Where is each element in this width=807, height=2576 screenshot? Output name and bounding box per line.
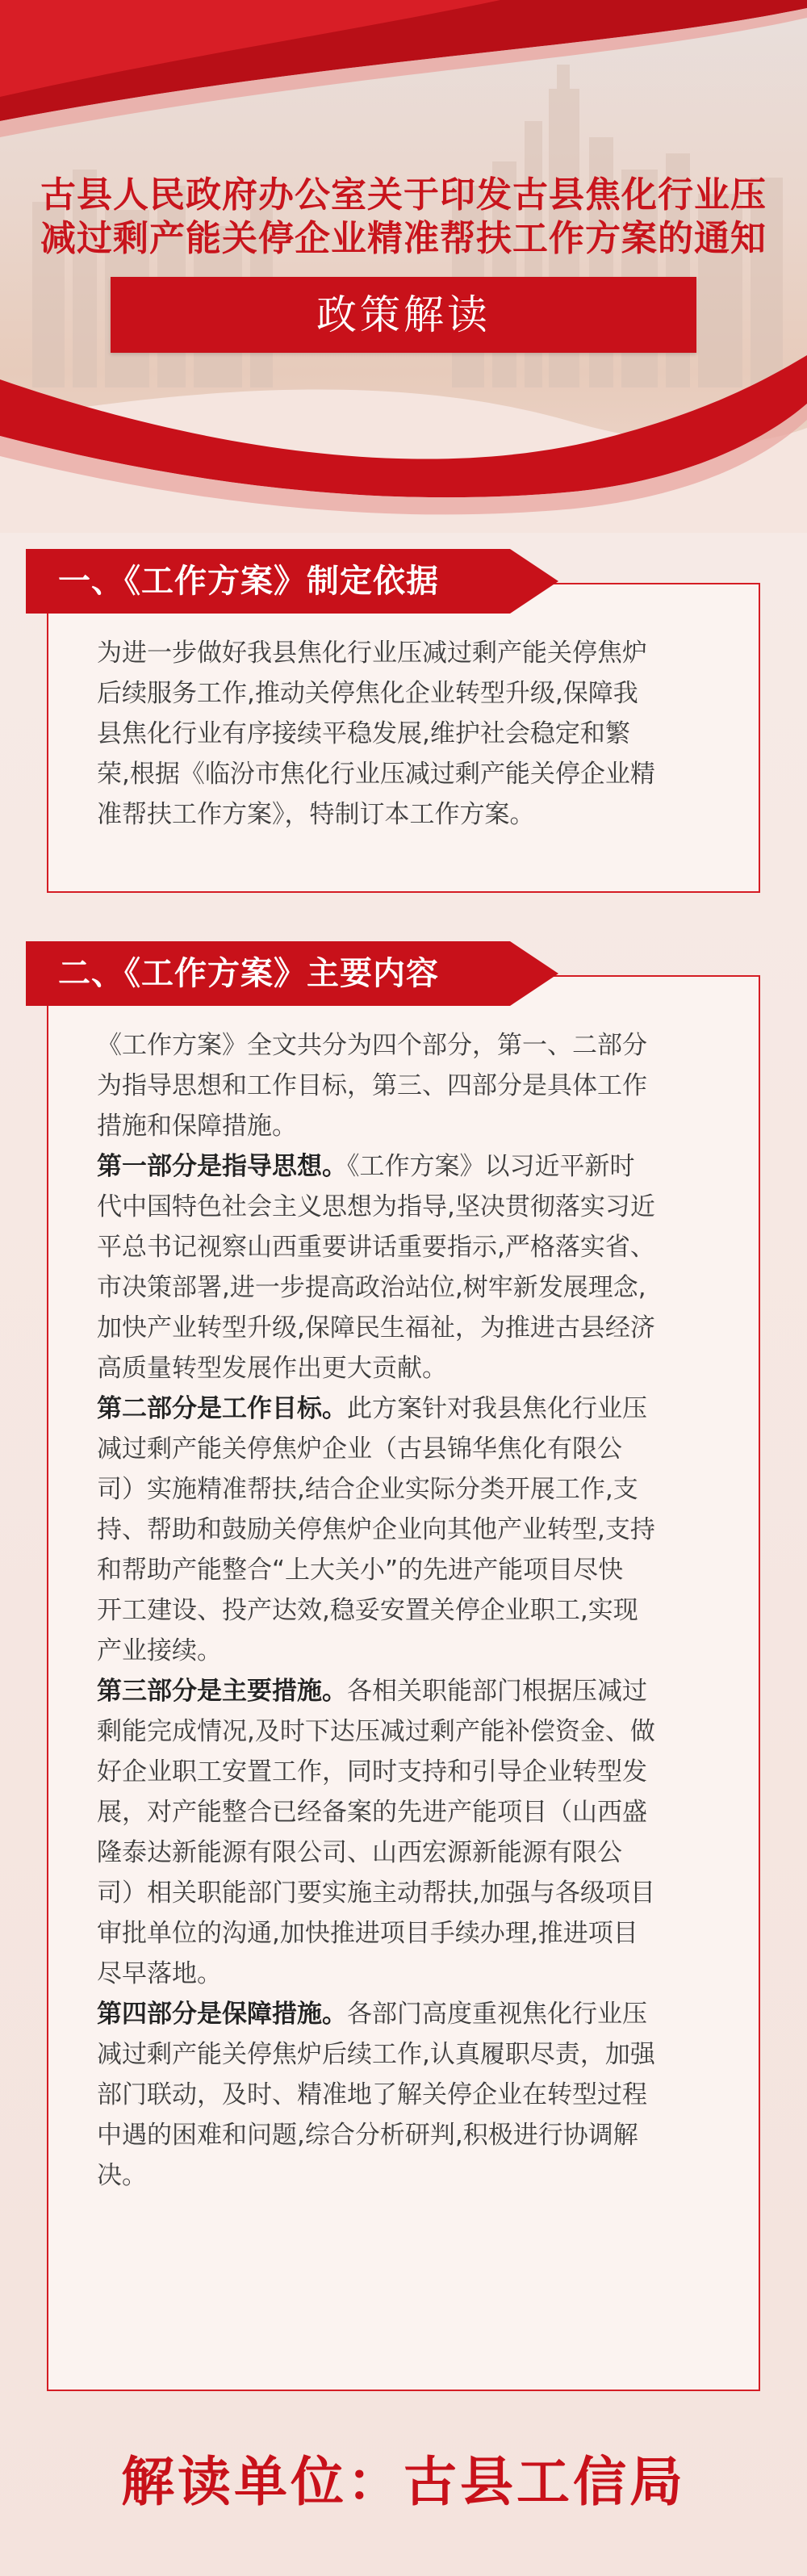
part-3-line: 好企业职工安置工作，同时支持和引导企业转型发 — [97, 1757, 647, 1786]
section-1-title: 一、《工作方案》制定依据 — [58, 563, 439, 600]
paragraph-line: 后续服务工作,推动关停焦化企业转型升级,保障我 — [97, 679, 638, 708]
intro-line: 措施和保障措施。 — [97, 1112, 297, 1141]
interpreting-unit: 解读单位：古县工信局 — [121, 2451, 686, 2513]
part-3-line: 展，对产能整合已经备案的先进产能项目（山西盛 — [97, 1798, 647, 1827]
part-1-first-line — [97, 1146, 759, 1187]
section-2-title: 二、《工作方案》主要内容 — [58, 955, 439, 992]
part-3-line: 隆泰达新能源有限公司、山西宏源新能源有限公 — [97, 1838, 622, 1867]
policy-interpretation-banner: 政策解读 — [111, 277, 696, 353]
section-1-paragraph — [97, 633, 759, 835]
section-1-tab — [26, 549, 558, 614]
part-2-first-line-text: 此方案针对我县焦化行业压 — [347, 1394, 647, 1423]
paragraph-line: 准帮扶工作方案》，特制订本工作方案。 — [97, 800, 535, 829]
part-1-line: 高质量转型发展作出更大贡献。 — [97, 1354, 447, 1383]
part-2-line: 和帮助产能整合“上大关小”的先进产能项目尽快 — [97, 1556, 624, 1585]
part-2-line: 开工建设、投产达效,稳妥安置关停企业职工,实现 — [97, 1596, 638, 1625]
intro-line: 《工作方案》全文共分为四个部分，第一、二部分 — [97, 1031, 647, 1060]
section-1-box — [47, 583, 760, 893]
part-1-line: 代中国特色社会主义思想为指导,坚决贯彻落实习近 — [97, 1192, 655, 1221]
paragraph-line: 县焦化行业有序接续平稳发展,维护社会稳定和繁 — [97, 719, 630, 748]
intro-line: 为指导思想和工作目标，第三、四部分是具体工作 — [97, 1071, 647, 1100]
part-4-line: 决。 — [97, 2161, 147, 2190]
paragraph-line: 荣,根据《临汾市焦化行业压减过剩产能关停企业精 — [97, 760, 655, 789]
part-1-first-line-text: 《工作方案》以习近平新时 — [347, 1152, 635, 1181]
document-title-line-1: 古县人民政府办公室关于印发古县焦化行业压 — [40, 174, 767, 216]
part-1-line: 平总书记视察山西重要讲话重要指示,严格落实省、 — [97, 1233, 655, 1262]
part-2-heading: 第二部分是工作目标。 — [97, 1394, 347, 1423]
part-2-first-line — [97, 1389, 759, 1429]
banner-background-graphic — [0, 0, 807, 533]
part-4-heading: 第四部分是保障措施。 — [97, 2000, 347, 2029]
part-1-line: 市决策部署,进一步提高政治站位,树牢新发展理念, — [97, 1273, 646, 1302]
part-3-first-line — [97, 1671, 759, 1711]
section-2-box — [47, 975, 760, 2391]
document-title-line-2: 减过剩产能关停企业精准帮扶工作方案的通知 — [40, 218, 767, 259]
part-4-first-line-text: 各部门高度重视焦化行业压 — [347, 2000, 647, 2029]
part-4-first-line — [97, 1994, 759, 2034]
part-2-line: 持、帮助和鼓励关停焦炉企业向其他产业转型,支持 — [97, 1515, 655, 1544]
part-3-first-line-text: 各相关职能部门根据压减过 — [347, 1677, 647, 1706]
part-2-line: 减过剩产能关停焦炉企业（古县锦华焦化有限公 — [97, 1435, 622, 1464]
part-1-heading: 第一部分是指导思想。 — [97, 1152, 347, 1181]
section-2-tab — [26, 941, 558, 1006]
part-3-heading: 第三部分是主要措施。 — [97, 1677, 347, 1706]
part-3-line: 司）相关职能部门要实施主动帮扶,加强与各级项目 — [97, 1879, 655, 1908]
part-4-line: 部门联动，及时、精准地了解关停企业在转型过程 — [97, 2080, 647, 2109]
part-4-line: 减过剩产能关停焦炉后续工作,认真履职尽责，加强 — [97, 2040, 655, 2069]
paragraph-line: 为进一步做好我县焦化行业压减过剩产能关停焦炉 — [97, 639, 647, 668]
part-4-line: 中遇的困难和问题,综合分析研判,积极进行协调解 — [97, 2121, 638, 2150]
part-3-line: 审批单位的沟通,加快推进项目手续办理,推进项目 — [97, 1919, 638, 1948]
header-banner — [0, 0, 807, 533]
part-2-line: 司）实施精准帮扶,结合企业实际分类开展工作,支 — [97, 1475, 638, 1504]
part-2-line: 产业接续。 — [97, 1636, 222, 1665]
part-3-line: 剩能完成情况,及时下达压减过剩产能补偿资金、做 — [97, 1717, 655, 1746]
part-1-line: 加快产业转型升级,保障民生福祉，为推进古县经济 — [97, 1313, 655, 1342]
part-3-line: 尽早落地。 — [97, 1959, 222, 1988]
section-2-content — [97, 1025, 759, 2196]
